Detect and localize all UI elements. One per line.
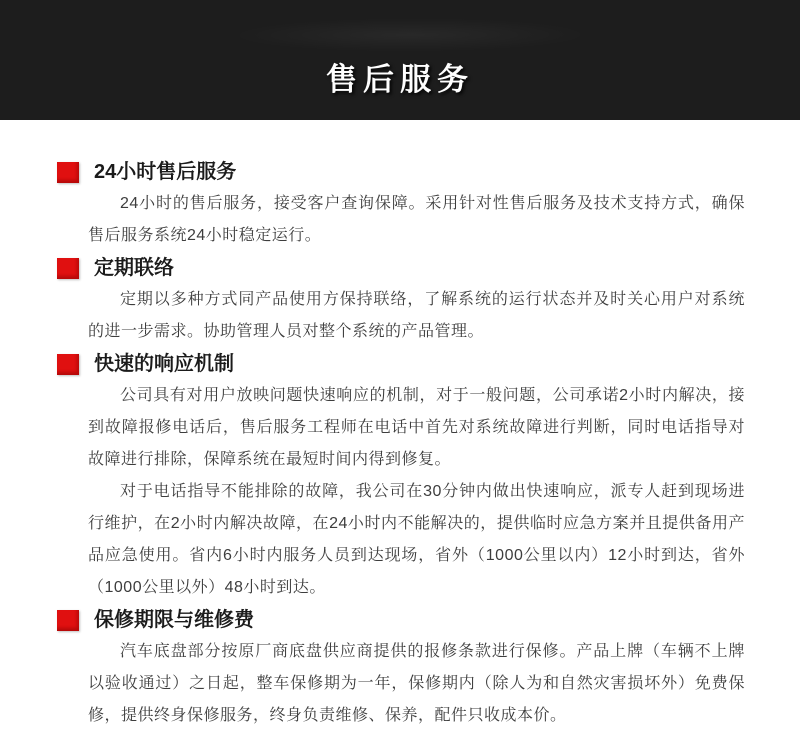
red-square-bullet-icon — [57, 258, 79, 279]
section-header — [57, 252, 745, 284]
red-square-bullet-icon — [57, 354, 79, 375]
section-body — [88, 380, 745, 604]
sections — [57, 156, 745, 732]
red-square-bullet-icon — [57, 162, 79, 183]
section-body — [88, 188, 745, 252]
section-heading: 定期联络 — [94, 257, 174, 279]
section-header — [57, 348, 745, 380]
service-paragraph: 定期以多种方式同产品使用方保持联络，了解系统的运行状态并及时关心用户对系统的进一步需求。协助管理人员对整个系统的产品管理。 — [88, 291, 745, 340]
service-paragraph: 汽车底盘部分按原厂商底盘供应商提供的报修条款进行保修。产品上牌（车辆不上牌以验收通过）之日起，整车保修期为一年，保修期内（除人为和自然灾害损坏外）免费保修，提供终身保修服务，终身负责维修、保养，配件只收成本价。 — [88, 643, 745, 724]
section-heading: 快速的响应机制 — [94, 353, 234, 375]
page-title: 售后服务 — [326, 62, 474, 97]
section-heading: 24小时售后服务 — [94, 161, 237, 183]
section-body — [88, 636, 745, 732]
service-paragraph: 对于电话指导不能排除的故障，我公司在30分钟内做出快速响应，派专人赶到现场进行维护，在2小时内解决故障，在24小时内不能解决的，提供临时应急方案并且提供备用产品应急使用。省内6小时内服务人员到达现场，省外（1000公里以内）12小时到达，省外（1000公里以外）48小时到达。 — [88, 483, 745, 596]
service-section — [57, 348, 745, 604]
section-heading: 保修期限与维修费 — [94, 609, 254, 631]
service-paragraph: 公司具有对用户放映问题快速响应的机制，对于一般问题，公司承诺2小时内解决，接到故障报修电话后，售后服务工程师在电话中首先对系统故障进行判断，同时电话指导对故障进行排除，保障系统在最短时间内得到修复。 — [88, 387, 745, 468]
after-sales-content — [0, 120, 800, 732]
red-square-bullet-icon — [57, 610, 79, 631]
service-section — [57, 604, 745, 732]
service-section — [57, 252, 745, 348]
section-body — [88, 284, 745, 348]
service-paragraph: 24小时的售后服务，接受客户查询保障。采用针对性售后服务及技术支持方式，确保售后服务系统24小时稳定运行。 — [88, 195, 745, 244]
page-header — [0, 0, 800, 120]
service-section — [57, 156, 745, 252]
section-header — [57, 604, 745, 636]
section-header — [57, 156, 745, 188]
